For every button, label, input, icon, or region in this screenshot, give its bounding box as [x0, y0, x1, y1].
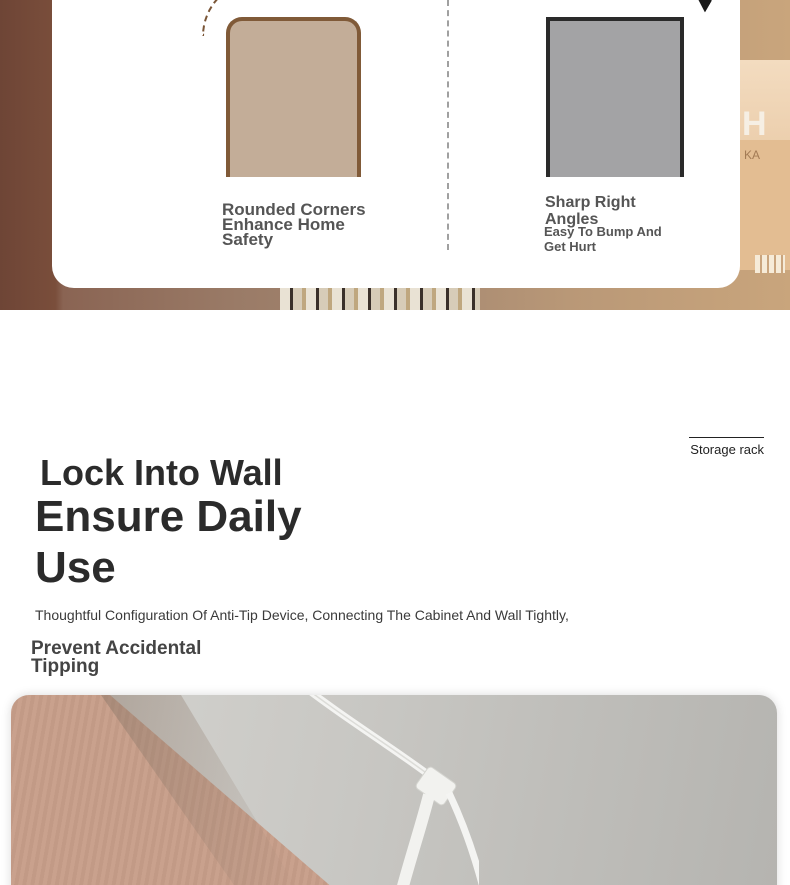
comparison-banner [0, 0, 790, 310]
box-print-letter: H [742, 105, 767, 143]
dashed-divider [447, 0, 449, 250]
sharp-angles-label: Sharp Right Angles [545, 194, 636, 228]
cable-tie-icon [279, 695, 479, 885]
comparison-card [52, 0, 740, 288]
storage-rack-tag-line [689, 437, 764, 438]
storage-rack-tag: Storage rack [690, 442, 764, 457]
arrow-tip-icon [686, 0, 712, 13]
section-title-line2: Ensure Daily Use [35, 492, 302, 592]
section-title-line1: Lock Into Wall [40, 452, 283, 493]
anti-tip-device-photo [11, 695, 777, 885]
sharp-corner-sample [546, 17, 684, 177]
rounded-corners-label: Rounded Corners Enhance Home Safety [222, 200, 366, 249]
book-spines-decoration [280, 288, 480, 310]
section-description-line2: Prevent Accidental Tipping [31, 638, 202, 677]
section-description: Thoughtful Configuration Of Anti-Tip Device, Connecting The Cabinet And Wall Tightly, [35, 607, 569, 623]
box-grid-pattern [755, 255, 785, 273]
box-print-small-text: KA [744, 148, 761, 162]
sharp-angles-sublabel: Easy To Bump And Get Hurt [544, 224, 662, 254]
rounded-corner-sample [226, 17, 361, 177]
